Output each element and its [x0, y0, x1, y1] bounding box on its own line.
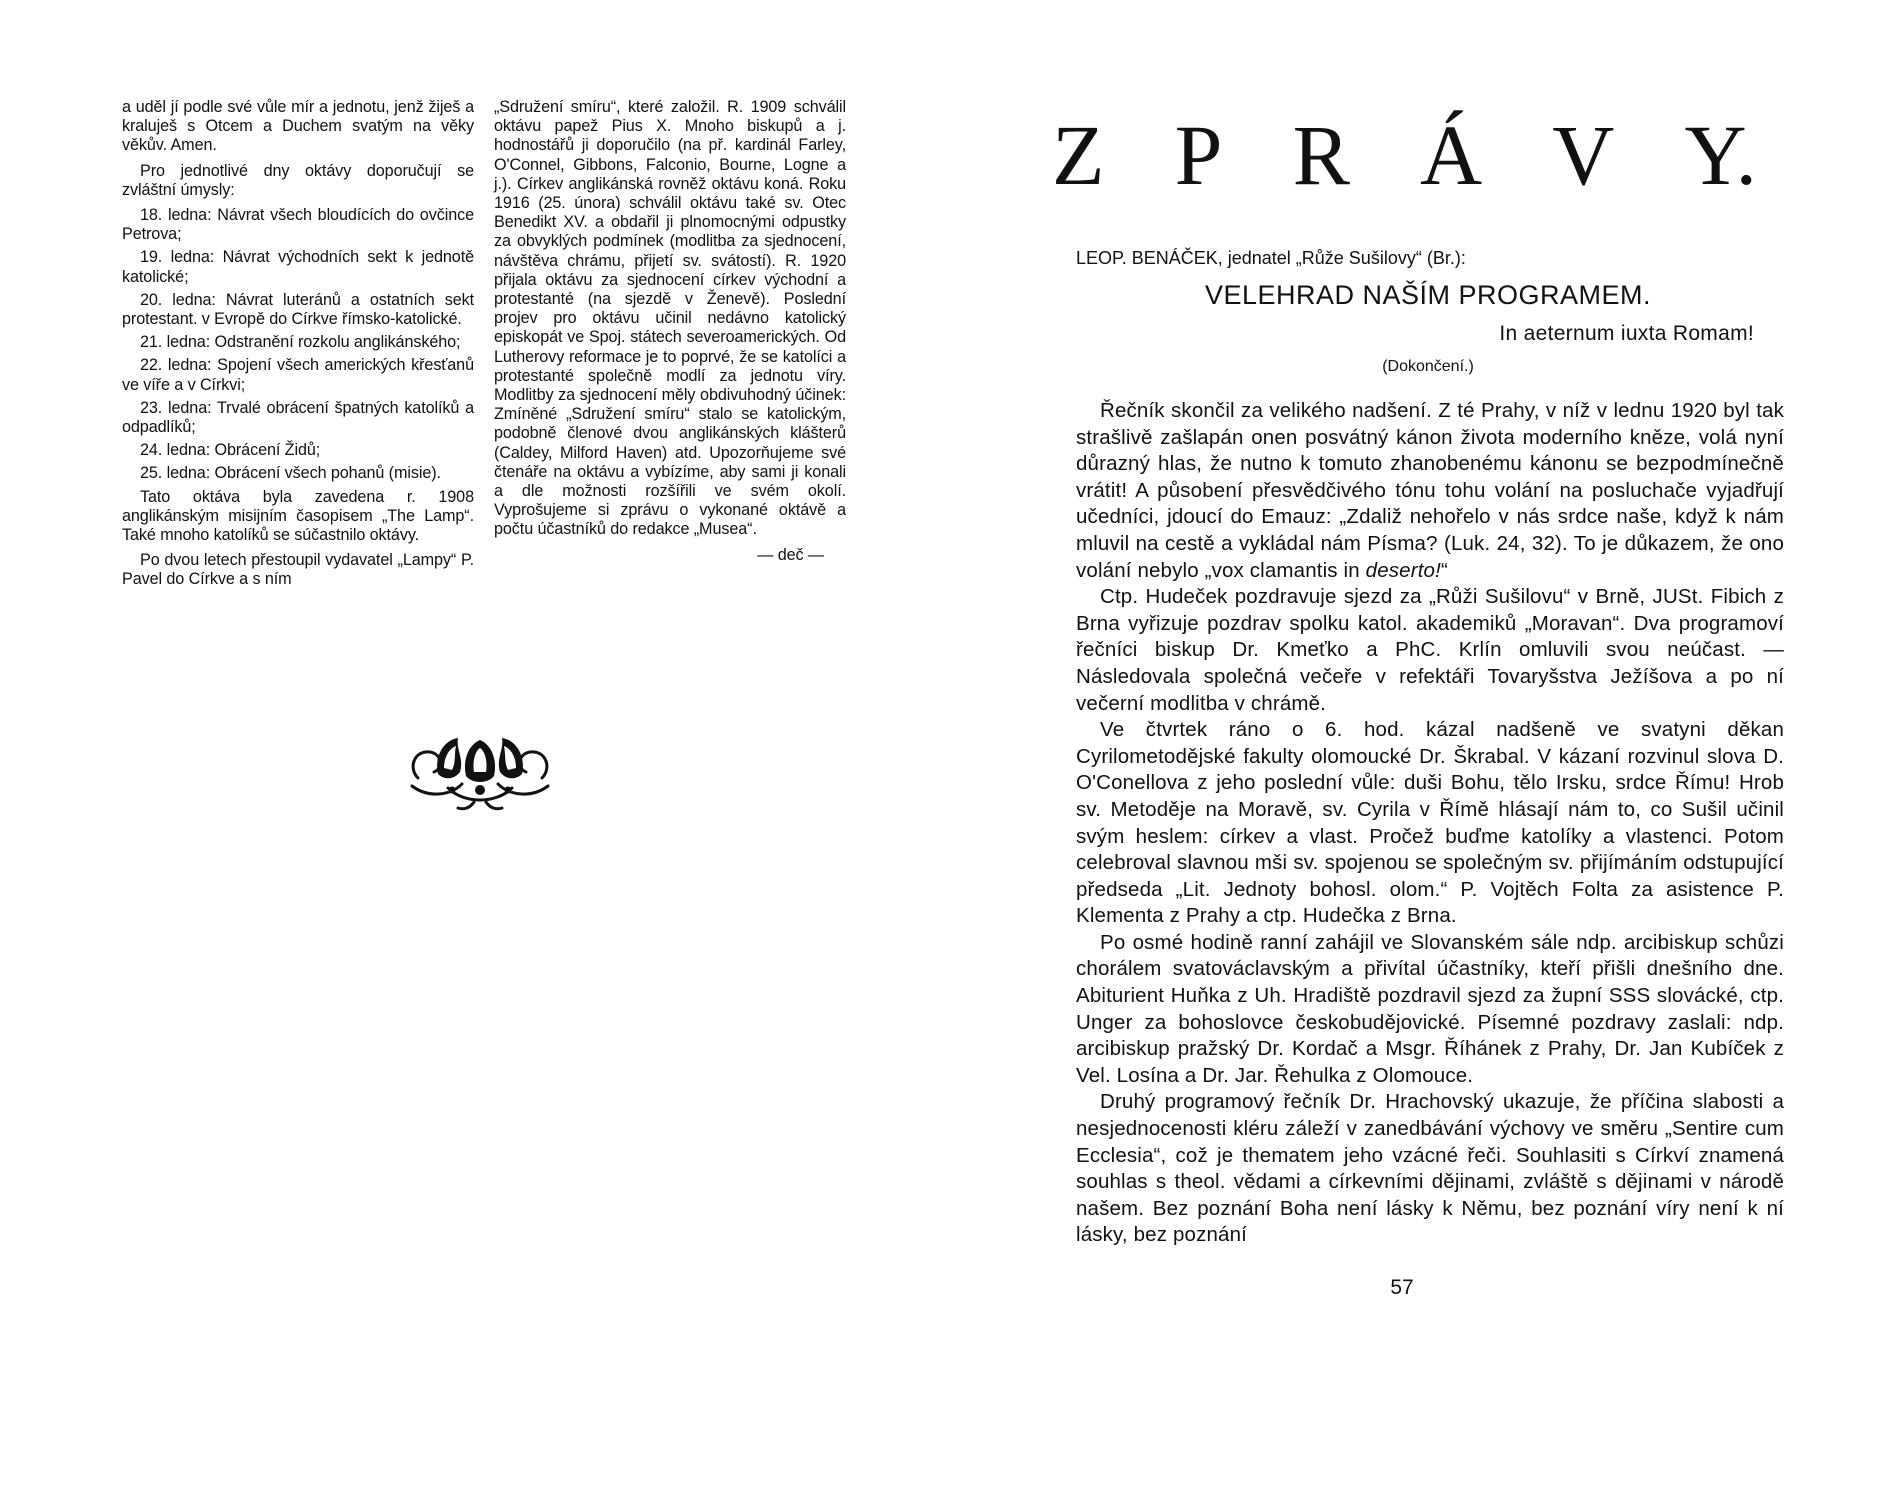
- section-heading: [1052, 105, 1757, 205]
- intentions-intro: Pro jednotlivé dny oktávy doporučují se zvláštní úmysly:: [122, 161, 474, 199]
- floral-ornament-icon: [404, 728, 556, 812]
- right-page: [952, 0, 1904, 1500]
- intention-18: 18. ledna: Návrat všech bloudících do ovčince Petrova;: [122, 206, 474, 244]
- heading-letter: P: [1174, 107, 1223, 203]
- paragraph-1-end: “: [1440, 558, 1448, 582]
- intention-24: 24. ledna: Obrácení Židů;: [140, 441, 321, 460]
- octave-continuation: „Sdružení smíru“, které založil. R. 1909 schválil oktávu papež Pius X. Mnoho biskupů a j. hodnostářů ji doporučilo (na př. kardinál Farley, O'Connel, Gibbons, Falconio, Bourne, Logne a j.). Církev anglikánská rovněž oktávu koná. Roku 1916 (25. února) schválil oktávu také sv. Otec Benedikt XV. a obdařil ji plnomocnými odpustky za obvyklých podmínek (modlitba za sjednocení, návštěva chrámu, přijetí sv. svátostí). R. 1920 přijala oktávu za sjednocení církev východní a protestanté (na sjezdě v Ženevě). Poslední projev pro oktávu učinil nedávno katolický episkopát ve Spoj. státech severoamerických. Od Lutherovy reformace je to poprvé, že se katolíci a protestanté společně modlí za jednotu víry. Modlitby za sjednocení měly obdivuhodný účinek: Zmíněné „Sdružení smíru“ stalo se katolickým, podobně členové dvou anglikánských klášterů (Caldey, Milford Haven) atd. Upozorňujeme své čtenáře na oktávu a vybízíme, aby sami ji konali a dle možnosti rozšířili ve svém okolí. Vyprošujeme si zprávu o vykonané oktávě a počtu účastníků do redakce „Musea“.: [494, 98, 846, 539]
- left-column-1: [122, 98, 474, 596]
- intention-21: 21. ledna: Odstranění rozkolu anglikánského;: [140, 333, 461, 352]
- motto: In aeternum iuxta Romam!: [1499, 322, 1754, 345]
- continuation-note: (Dokončení.): [1382, 358, 1474, 375]
- author-signature: — deč —: [757, 545, 824, 564]
- intention-25: 25. ledna: Obrácení všech pohanů (misie).: [140, 464, 441, 483]
- page-number: 57: [1390, 1276, 1414, 1299]
- lamp-paragraph: Po dvou letech přestoupil vydavatel „Lampy“ P. Pavel do Církve a s ním: [122, 551, 474, 589]
- article-body: [1076, 398, 1784, 1249]
- heading-letter: Z: [1052, 107, 1105, 203]
- left-column-2: [494, 98, 846, 571]
- paragraph-1: [1076, 398, 1784, 584]
- heading-letter: Á: [1420, 107, 1483, 203]
- intention-22: 22. ledna: Spojení všech amerických křesťanů ve víře a v Církvi;: [122, 356, 474, 394]
- paragraph-3: Ve čtvrtek ráno o 6. hod. kázal nadšeně ve svatyni děkan Cyrilometodějské fakulty olomoucké Dr. Škrabal. V kázaní rozvinul slova D. O'Conellova z jeho poslední vůle: duši Bohu, tělo Irsku, srdce Římu! Hrob sv. Metoděje na Moravě, sv. Cyrila v Římě hlásají nám to, co Sušil učinil svým heslem: církev a vlast. Pročež buďme katolíky a vlastenci. Potom celebroval slavnou mši sv. spojenou se společným sv. přijímáním odstupující předseda „Lit. Jednoty bohosl. olom.“ P. Vojtěch Folta za asistence P. Klementa z Prahy a ctp. Hudečka z Brna.: [1076, 718, 1784, 928]
- intention-23: 23. ledna: Trvalé obrácení špatných katolíků a odpadlíků;: [122, 398, 474, 437]
- paragraph-1-italic: deserto!: [1365, 558, 1441, 582]
- paragraph-2: Ctp. Hudeček pozdravuje sjezd za „Růži Sušilovu“ v Brně, JUSt. Fibich z Brna vyřizuje pozdrav spolku katol. akademiků „Moravan“. Dva programoví řečníci biskup Dr. Kmeťko a PhC. Krlín omluvili svou neúčast. — Následovala společná večeře v refektáři Tovaryšstva Ježíšova a po ní večerní modlitba v chrámě.: [1076, 585, 1784, 715]
- intention-19: 19. ledna: Návrat východních sekt k jednotě katolické;: [122, 248, 474, 286]
- octave-history-paragraph: Tato oktáva byla zavedena r. 1908 anglikánským misijním časopisem „The Lamp“. Také mnoho katolíků se súčastnilo oktávy.: [122, 487, 474, 545]
- intention-20: 20. ledna: Návrat luteránů a ostatních sekt protestant. v Evropě do Církve římsko-katolické.: [122, 290, 474, 329]
- paragraph-5: Druhý programový řečník Dr. Hrachovský ukazuje, že příčina slabosti a nesjednocenosti kléru záleží v zanedbávání výchovy ve směru „Sentire cum Ecclesia“, což je thematem jeho vzácné řeči. Souhlasiti s Církví znamená souhlas s theol. vědami a církevními dějinami, zvláště s dějinami v národě našem. Bez poznání Boha není lásky k Němu, bez poznání víry není k ní lásky, bez poznání: [1076, 1090, 1784, 1247]
- prayer-ending: a uděl jí podle své vůle mír a jednotu, jenž žiješ a kraluješ s Otcem a Duchem svatým na věky věkův. Amen.: [122, 98, 474, 155]
- heading-letter: Y.: [1684, 107, 1757, 203]
- article-title: VELEHRAD NAŠÍM PROGRAMEM.: [1204, 280, 1652, 310]
- heading-letter: R: [1292, 107, 1350, 203]
- paragraph-1-text: Řečník skončil za velikého nadšení. Z té Prahy, v níž v lednu 1920 byl tak strašlivě zašlapán onen posvátný kánon života moderního kněze, volá nyní důrazný hlas, že nutno k tomuto zhanobenému kánonu se bezpodmínečně vrátit! A působení přesvědčivého tónu tohu volání na posluchače vyjadřují učedníci, jdoucí do Emauz: „Zdaliž nehořelo v nás srdce naše, když k nám mluvil na cestě a vykládal nám Písma? (Luk. 24, 32). To je důkazem, že ono volání nebylo „vox clamantis in: [1076, 399, 1784, 582]
- paragraph-4: Po osmé hodině ranní zahájil ve Slovanském sále ndp. arcibiskup schůzi chorálem svatováclavským a přivítal účastníky, kteří přišli dnešního dne. Abiturient Huňka z Uh. Hradiště pozdravil sjezd za župní SSS slovácké, ctp. Unger za bohoslovce českobudějovické. Písemné pozdravy zaslali: ndp. arcibiskup pražský Dr. Kordač a Msgr. Říhánek z Prahy, Dr. Jan Kubíček z Vel. Losína a Dr. Jar. Řehulka z Olomouce.: [1076, 930, 1784, 1087]
- author-line: LEOP. BENÁČEK, jednatel „Růže Sušilovy“ (Br.):: [1076, 248, 1466, 268]
- heading-letter: V: [1552, 107, 1615, 203]
